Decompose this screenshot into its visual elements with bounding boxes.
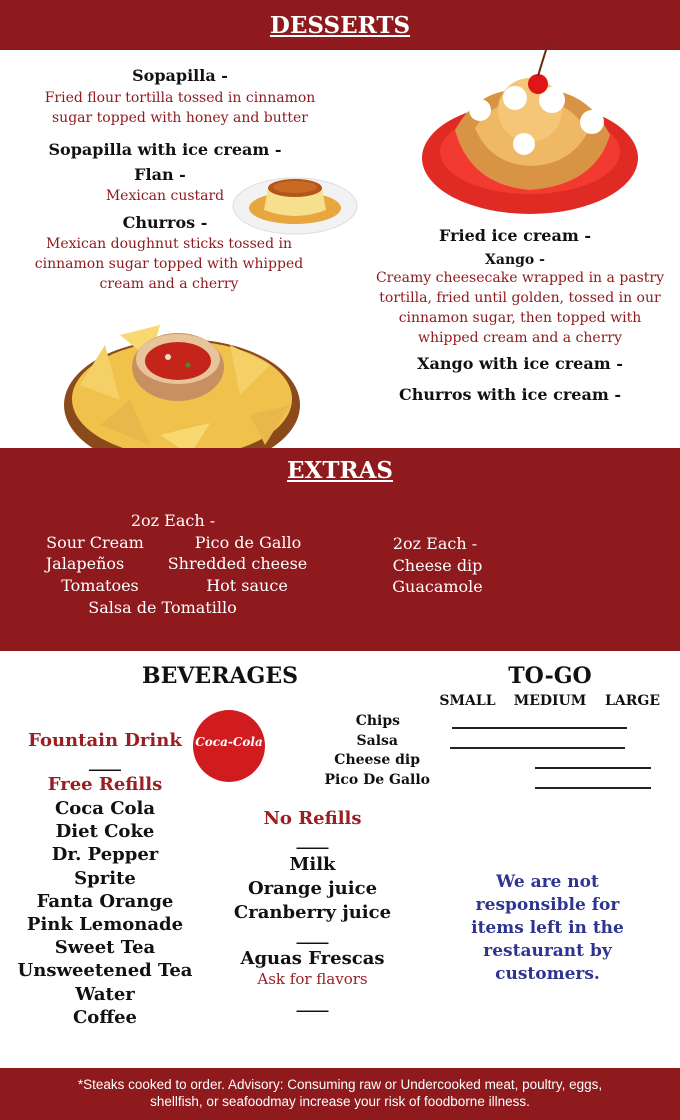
desserts-heading: DESSERTS — [269, 12, 411, 39]
ask-flavors: Ask for flavors — [257, 970, 368, 988]
aguas-end-separator: ____ — [296, 993, 329, 1012]
extra-salsa-de-tomatillo: Salsa de Tomatillo — [88, 598, 237, 617]
flan-image — [230, 160, 360, 238]
free-refills-label: Free Refills — [47, 774, 163, 795]
togo-cheese-dip-line — [535, 767, 651, 769]
no-refills-separator: ____ — [296, 830, 329, 849]
extras-right-label: 2oz Each - — [392, 534, 478, 553]
drink-milk: Milk — [289, 854, 336, 875]
togo-pico-de-gallo: Pico De Gallo — [324, 772, 430, 788]
drink-water: Water — [75, 984, 135, 1005]
fountain-separator: ____ — [89, 752, 121, 771]
drink-sweet-tea: Sweet Tea — [54, 937, 156, 958]
togo-salsa-line — [450, 747, 625, 749]
xango-ice-cream: Xango with ice cream - — [417, 354, 623, 373]
drink-coca-cola: Coca Cola — [54, 798, 156, 819]
togo-heading: TO-GO — [508, 663, 592, 689]
flan-desc: Mexican custard — [105, 188, 225, 204]
churros-name: Churros - — [122, 213, 208, 232]
togo-salsa: Salsa — [356, 733, 398, 749]
xango-name: Xango - — [485, 252, 545, 268]
togo-chips: Chips — [355, 713, 400, 729]
drink-coffee: Coffee — [72, 1007, 137, 1028]
extra-guacamole: Guacamole — [392, 577, 483, 596]
togo-col-large: LARGE — [605, 693, 660, 709]
advisory-footer: *Steaks cooked to order. Advisory: Consuming raw or Undercooked meat, poultry, eggs, shellfish, or seafoodmay increase your risk of foodborne illness. — [77, 1077, 603, 1109]
drink-unsweetened-tea: Unsweetened Tea — [17, 960, 193, 981]
fountain-drink-label: Fountain Drink — [28, 730, 182, 751]
sopapilla-ice-cream: Sopapilla with ice cream - — [48, 140, 282, 159]
extra-sour-cream: Sour Cream — [46, 533, 144, 552]
churros-desc: Mexican doughnut sticks tossed in cinnamon sugar topped with whipped cream and a cherry — [34, 236, 304, 292]
aguas-separator: ____ — [296, 925, 329, 944]
extra-cheese-dip: Cheese dip — [392, 556, 483, 575]
togo-cheese-dip: Cheese dip — [334, 752, 420, 768]
extra-hot-sauce: Hot sauce — [206, 576, 288, 595]
drink-pink-lemonade: Pink Lemonade — [26, 914, 184, 935]
togo-pico-line — [535, 787, 651, 789]
drink-orange-juice: Orange juice — [247, 878, 378, 899]
xango-desc: Creamy cheesecake wrapped in a pastry tortilla, fried until golden, tossed in our cinnamon sugar, then topped with whipped cream and a cherry — [375, 270, 665, 346]
fried-ice-cream-image — [420, 40, 642, 220]
flan-name: Flan - — [134, 165, 186, 184]
responsibility-notice: We are not responsible for items left in the restaurant by customers. — [471, 872, 624, 984]
drink-sprite: Sprite — [74, 868, 136, 889]
togo-chips-line — [452, 727, 627, 729]
extras-heading: EXTRAS — [286, 457, 394, 484]
no-refills-label: No Refills — [263, 808, 362, 829]
drink-dr-pepper: Dr. Pepper — [51, 844, 159, 865]
extra-pico-de-gallo: Pico de Gallo — [194, 533, 302, 552]
togo-col-small: SMALL — [439, 693, 496, 709]
coca-cola-logo — [193, 710, 265, 782]
extra-tomatoes: Tomatoes — [61, 576, 139, 595]
extra-shredded-cheese: Shredded cheese — [167, 554, 308, 573]
churros-ice-cream: Churros with ice cream - — [399, 385, 621, 404]
fried-ice-cream-name: Fried ice cream - — [439, 226, 591, 245]
beverages-heading: BEVERAGES — [142, 663, 298, 689]
sopapilla-desc: Fried flour tortilla tossed in cinnamon sugar topped with honey and butter — [44, 90, 316, 126]
sopapilla-name: Sopapilla - — [132, 66, 228, 85]
coca-cola-logo-text: Coca-Cola — [195, 735, 263, 749]
extras-left-label: 2oz Each - — [130, 511, 216, 530]
drink-diet-coke: Diet Coke — [55, 821, 155, 842]
togo-col-medium: MEDIUM — [513, 693, 587, 709]
drink-fanta-orange: Fanta Orange — [36, 891, 174, 912]
extra-jalapenos: Jalapeños — [45, 554, 125, 573]
drink-cranberry-juice: Cranberry juice — [233, 902, 392, 923]
drink-aguas-frescas: Aguas Frescas — [240, 948, 385, 969]
